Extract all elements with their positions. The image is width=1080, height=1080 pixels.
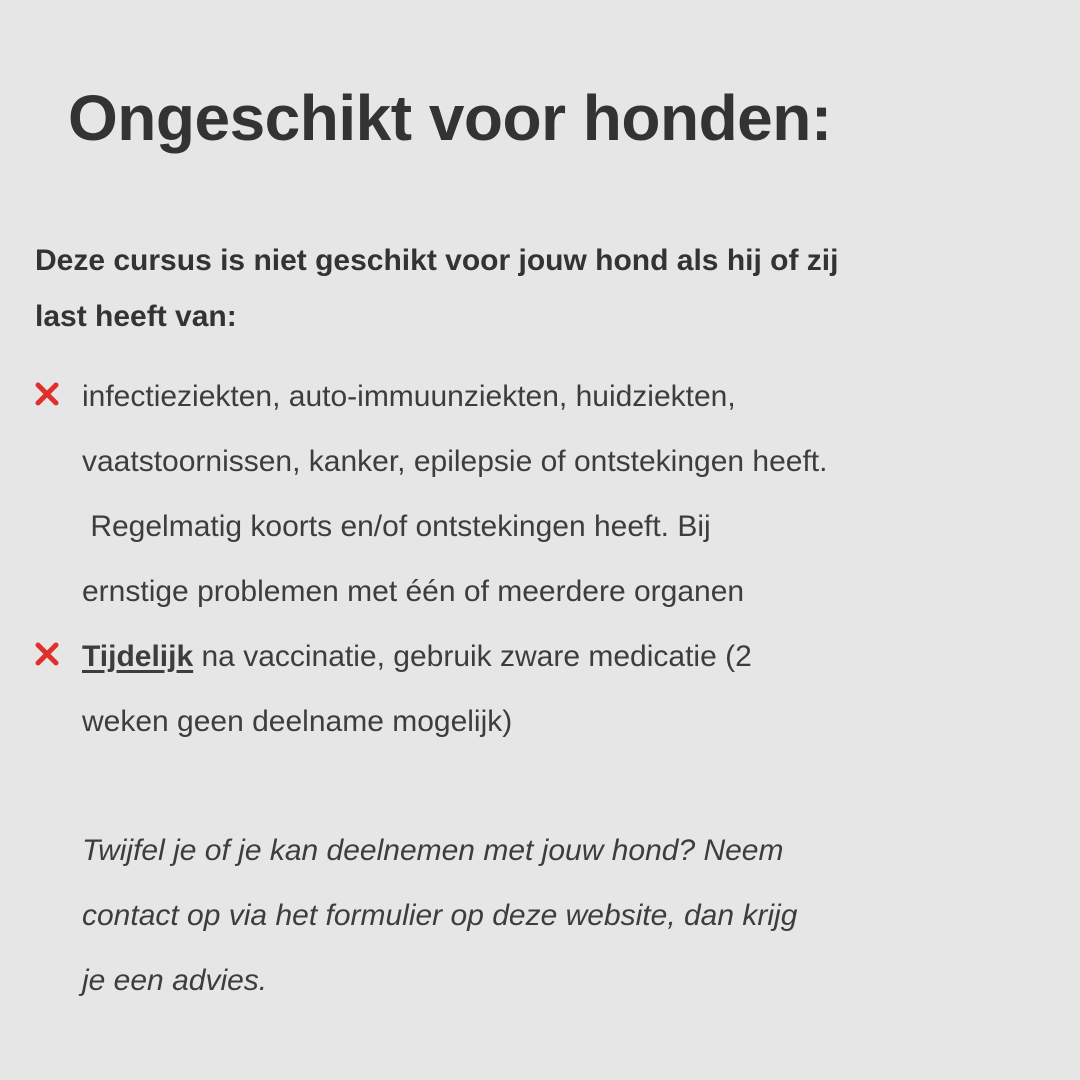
note-line-1: Twijfel je of je kan deelnemen met jouw hond? Neem bbox=[82, 834, 784, 867]
intro-line-2: last heeft van: bbox=[35, 300, 237, 333]
list-item-line: infectieziekten, auto-immuunziekten, huidziekten, bbox=[82, 380, 736, 413]
list-item-text bbox=[82, 624, 935, 754]
list-item-line bbox=[82, 624, 935, 689]
list-item-line: ernstige problemen met één of meerdere organen bbox=[82, 575, 745, 608]
intro-line-1: Deze cursus is niet geschikt voor jouw hond als hij of zij bbox=[35, 244, 839, 277]
cross-icon bbox=[35, 382, 59, 406]
page-title: Ongeschikt voor honden: bbox=[68, 82, 832, 154]
list-item bbox=[35, 364, 935, 624]
list-item bbox=[35, 624, 935, 754]
list-item-rest: na vaccinatie, gebruik zware medicatie (2 bbox=[193, 640, 752, 673]
cross-icon bbox=[35, 642, 59, 666]
list-item-text bbox=[82, 364, 935, 624]
list-item-line: weken geen deelname mogelijk) bbox=[82, 705, 513, 738]
intro-text bbox=[35, 233, 895, 345]
emphasis-tijdelijk: Tijdelijk bbox=[82, 640, 194, 673]
list-item-line: Regelmatig koorts en/of ontstekingen heeft. Bij bbox=[82, 510, 711, 543]
advice-note bbox=[82, 818, 982, 1013]
note-line-2: contact op via het formulier op deze website, dan krijg bbox=[82, 899, 798, 932]
list-item-line: vaatstoornissen, kanker, epilepsie of ontstekingen heeft. bbox=[82, 445, 828, 478]
note-line-3: je een advies. bbox=[82, 964, 268, 997]
